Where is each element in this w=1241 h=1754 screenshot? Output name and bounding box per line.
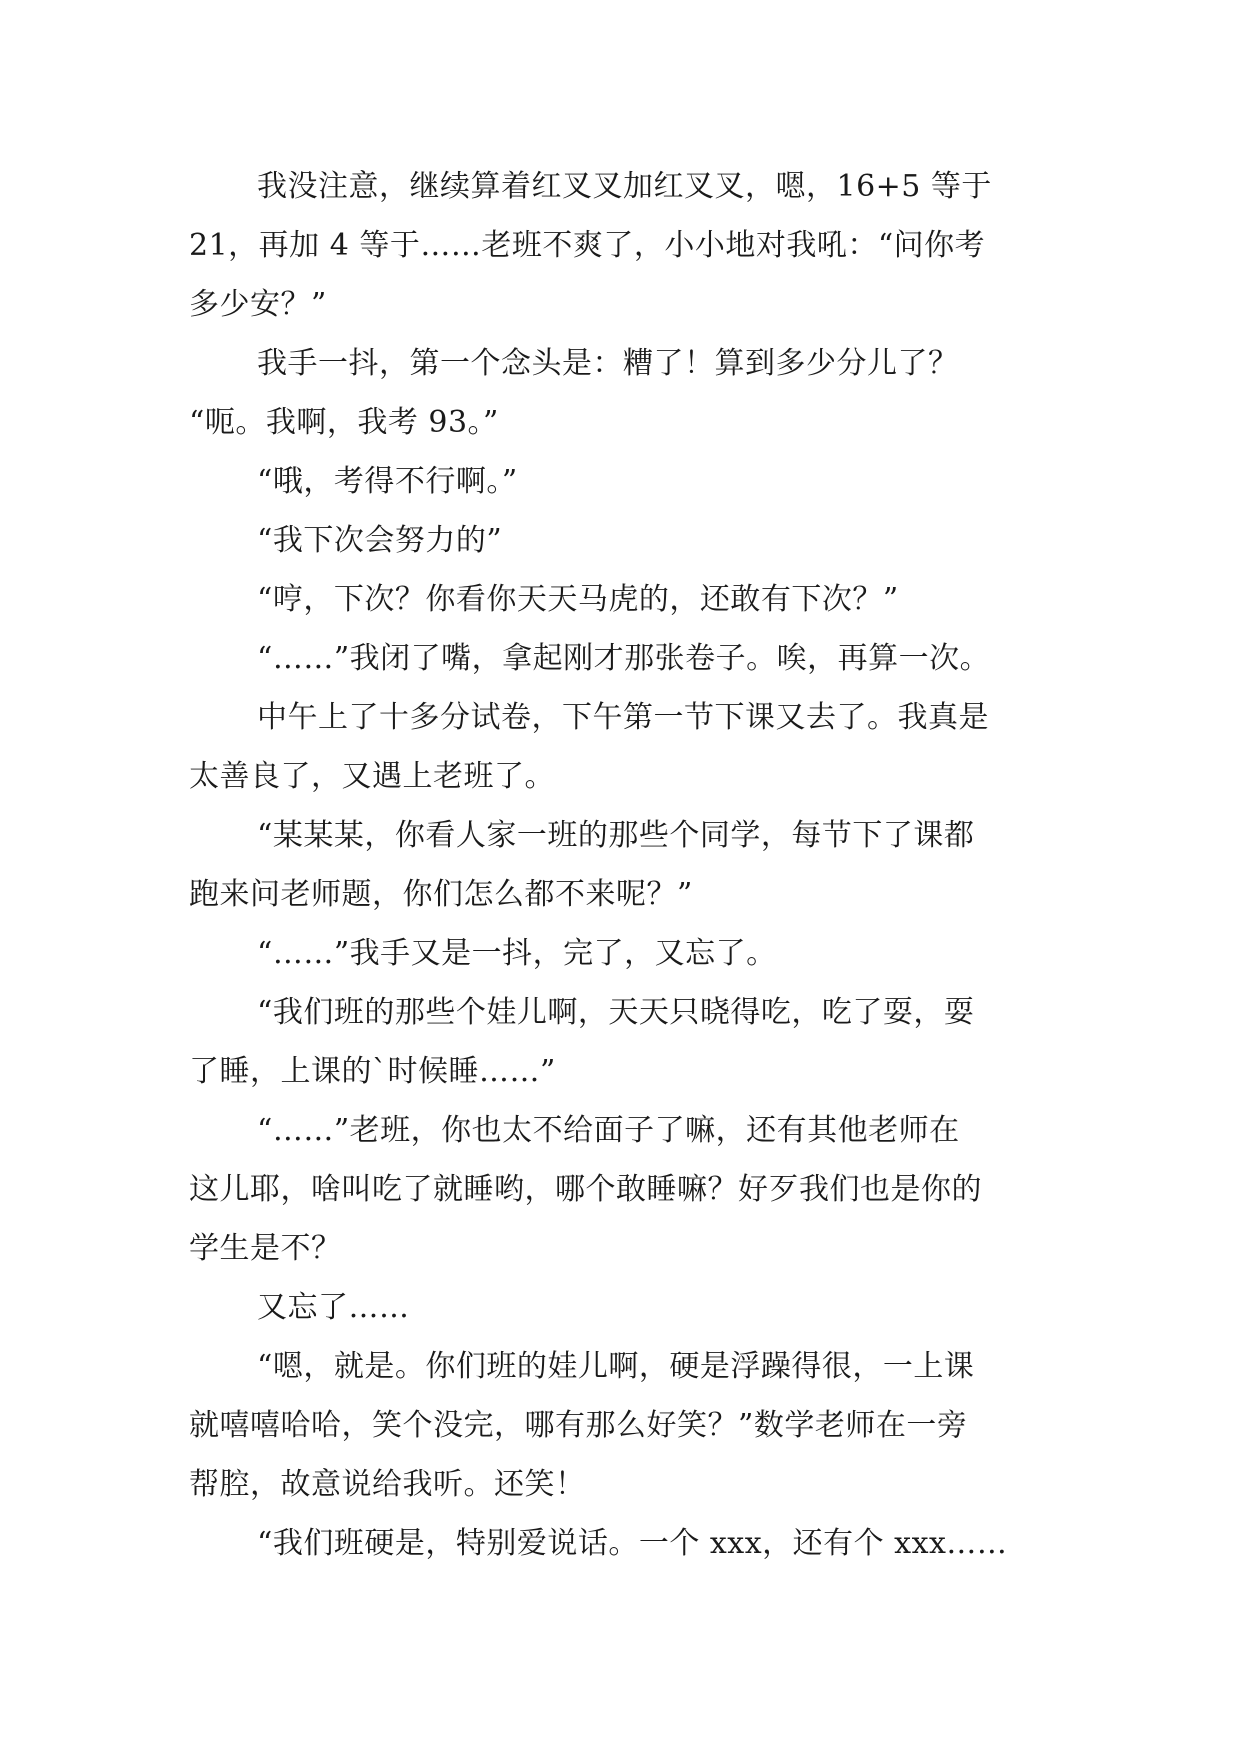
text-line: “……”我闭了嘴，拿起刚才那张卷子。唉，再算一次。 xyxy=(257,641,991,676)
text-line: 帮腔，故意说给我听。还笑！ xyxy=(189,1467,586,1502)
body-text xyxy=(189,157,1053,1573)
text-line: “哦，考得不行啊。” xyxy=(257,464,518,499)
text-line: “呃。我啊，我考 93。” xyxy=(189,405,499,440)
text-line: 了睡，上课的`时候睡……” xyxy=(189,1054,556,1089)
text-line: 我手一抖，第一个念头是：糟了！算到多少分儿了？ xyxy=(257,346,959,381)
text-line: 这儿耶，啥叫吃了就睡哟，哪个敢睡嘛？好歹我们也是你的 xyxy=(189,1172,982,1207)
text-line: 21，再加 4 等于……老班不爽了，小小地对我吼：“问你考 xyxy=(189,228,986,263)
text-line: “某某某，你看人家一班的那些个同学，每节下了课都 xyxy=(257,818,975,853)
text-line: “嗯，就是。你们班的娃儿啊，硬是浮躁得很，一上课 xyxy=(257,1349,975,1384)
text-line: 就嘻嘻哈哈，笑个没完，哪有那么好笑？”数学老师在一旁 xyxy=(189,1408,968,1443)
text-line: 又忘了…… xyxy=(257,1290,410,1325)
text-line: “哼，下次？你看你天天马虎的，还敢有下次？” xyxy=(257,582,899,617)
text-line: “我们班硬是，特别爱说话。一个 xxx，还有个 xxx…… xyxy=(257,1526,1008,1561)
text-line: “……”我手又是一抖，完了，又忘了。 xyxy=(257,936,777,971)
text-line: 中午上了十多分试卷，下午第一节下课又去了。我真是 xyxy=(257,700,989,735)
text-line: 太善良了，又遇上老班了。 xyxy=(189,759,555,794)
text-line: “……”老班，你也太不给面子了嘛，还有其他老师在 xyxy=(257,1113,960,1148)
text-line: 我没注意，继续算着红叉叉加红叉叉，嗯，16+5 等于 xyxy=(257,169,992,204)
text-line: “我们班的那些个娃儿啊，天天只晓得吃，吃了耍，耍 xyxy=(257,995,975,1030)
text-line: 跑来问老师题，你们怎么都不来呢？” xyxy=(189,877,693,912)
text-line: “我下次会努力的” xyxy=(257,523,503,558)
text-line: 多少安？” xyxy=(189,287,327,322)
text-line: 学生是不？ xyxy=(189,1231,342,1266)
